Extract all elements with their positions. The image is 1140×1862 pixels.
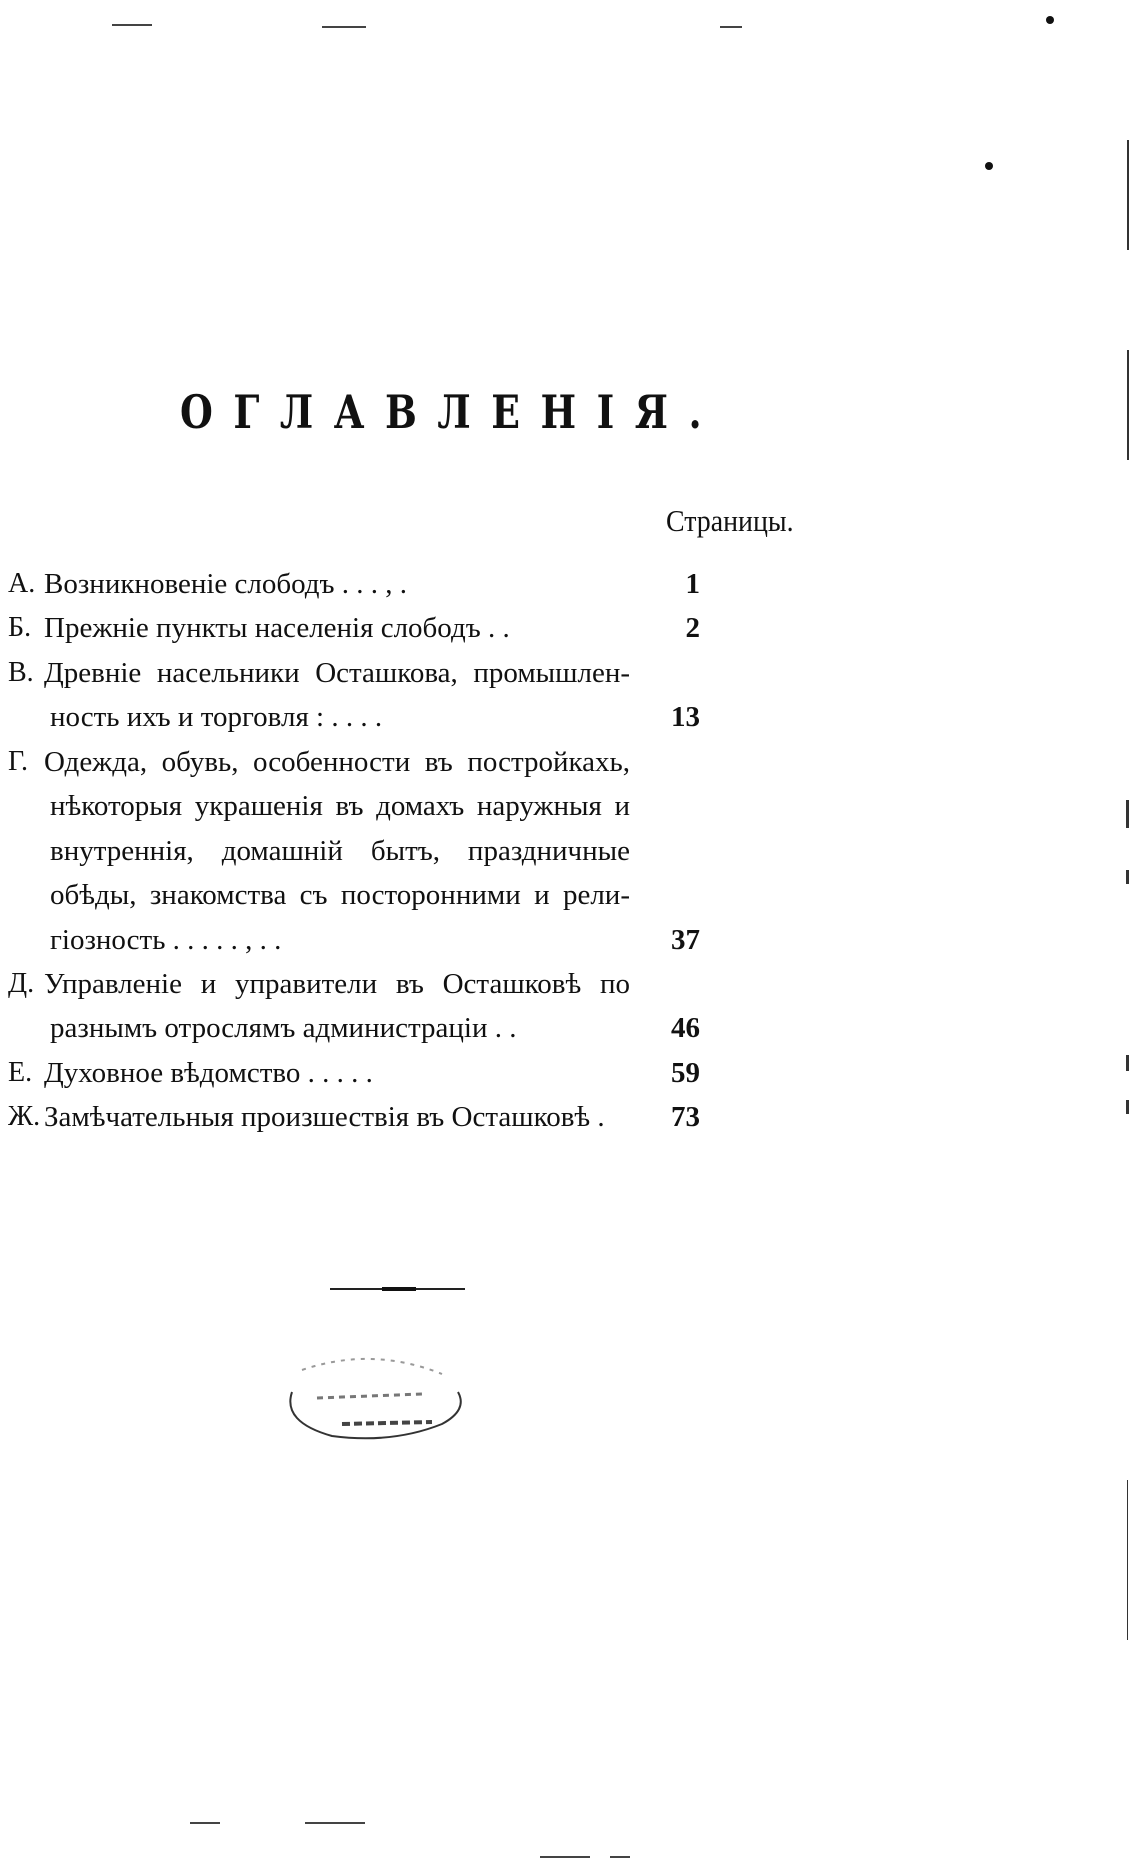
toc-entry-text: обѣды, знакомства съ посторонними и рели-: [50, 879, 630, 911]
bottom-scan-mark: [305, 1822, 365, 1824]
bottom-scan-mark: [540, 1856, 590, 1858]
toc-page-number: 73: [671, 1101, 700, 1133]
toc-entry-text: нѣкоторыя украшенія въ домахъ наружныя и: [50, 790, 630, 822]
scan-speck: [1046, 16, 1054, 24]
toc-page-number: 46: [671, 1012, 700, 1044]
bottom-scan-mark: [610, 1856, 630, 1858]
toc-entry-g-cont: [0, 784, 640, 828]
top-scan-mark: [112, 24, 152, 26]
toc-entry-a: [0, 562, 700, 606]
page-edge-mark: [1126, 1055, 1129, 1071]
toc-entry-text: внутреннія, домашній бытъ, праздничные: [50, 835, 630, 867]
page-edge-mark: [1126, 800, 1129, 828]
toc-letter: Е.: [8, 1057, 33, 1088]
toc-page-number: 59: [671, 1057, 700, 1089]
toc-letter: А.: [8, 568, 36, 599]
toc-entry-text: ность ихъ и торговля : . . . .: [50, 701, 383, 733]
top-scan-mark: [322, 26, 366, 28]
pages-column-header: Страницы.: [666, 503, 794, 538]
ornamental-rule: [330, 1288, 465, 1290]
bottom-scan-mark: [190, 1822, 220, 1824]
toc-entry-g-cont: [0, 873, 640, 917]
toc-entry-d: [0, 962, 640, 1006]
toc-entry-text: Возникновеніе слободъ . . . , .: [44, 568, 408, 600]
toc-entry-text: Управленіе и управители въ Осташковѣ по: [44, 968, 630, 1000]
toc-entry-text: разнымъ отрослямъ администраціи . .: [50, 1012, 517, 1044]
toc-page-number: 2: [685, 612, 700, 644]
page-title: ОГЛАВЛЕНІЯ.: [180, 385, 723, 439]
toc-entry-b: [0, 606, 700, 650]
toc-letter: Д.: [8, 968, 35, 999]
toc-entry-v-cont: [0, 695, 700, 739]
toc-page-number: 37: [671, 924, 700, 956]
toc-entry-text: Одежда, обувь, особенности въ постройкахь,: [44, 746, 630, 778]
toc-letter: Б.: [8, 612, 32, 643]
toc-entry-text: Прежніе пункты населенія слободъ . .: [44, 612, 510, 644]
page-edge-mark: [1126, 1100, 1129, 1114]
page-edge-mark: [1127, 350, 1129, 460]
toc-entry-g: [0, 740, 640, 784]
toc-page-number: 1: [685, 568, 700, 600]
top-scan-mark: [720, 26, 742, 28]
toc-entry-text: Духовное вѣдомство . . . . .: [44, 1057, 373, 1089]
page-edge-mark: [1127, 1480, 1128, 1640]
page-edge-mark: [1126, 870, 1129, 884]
toc-entry-e: [0, 1051, 700, 1095]
toc-entry-text: Замѣчательныя произшествія въ Осташковѣ .: [44, 1101, 605, 1133]
toc-entry-g-cont: [0, 829, 640, 873]
toc-letter: Г.: [8, 746, 29, 777]
library-stamp: [272, 1352, 472, 1442]
toc-entry-text: Древніе насельники Осташкова, промышлен-: [44, 657, 630, 689]
toc-entry-v: [0, 651, 640, 695]
toc-entry-text: гіозность . . . . . , . .: [50, 924, 282, 956]
page-edge-mark: [1127, 140, 1129, 250]
toc-entry-d-cont: [0, 1006, 700, 1050]
scan-speck: [985, 162, 993, 170]
toc-letter: В.: [8, 657, 34, 688]
toc-entry-g-cont: [0, 918, 700, 962]
toc-entry-zh: [0, 1095, 700, 1139]
toc-page-number: 13: [671, 701, 700, 733]
toc-letter: Ж.: [8, 1101, 41, 1132]
